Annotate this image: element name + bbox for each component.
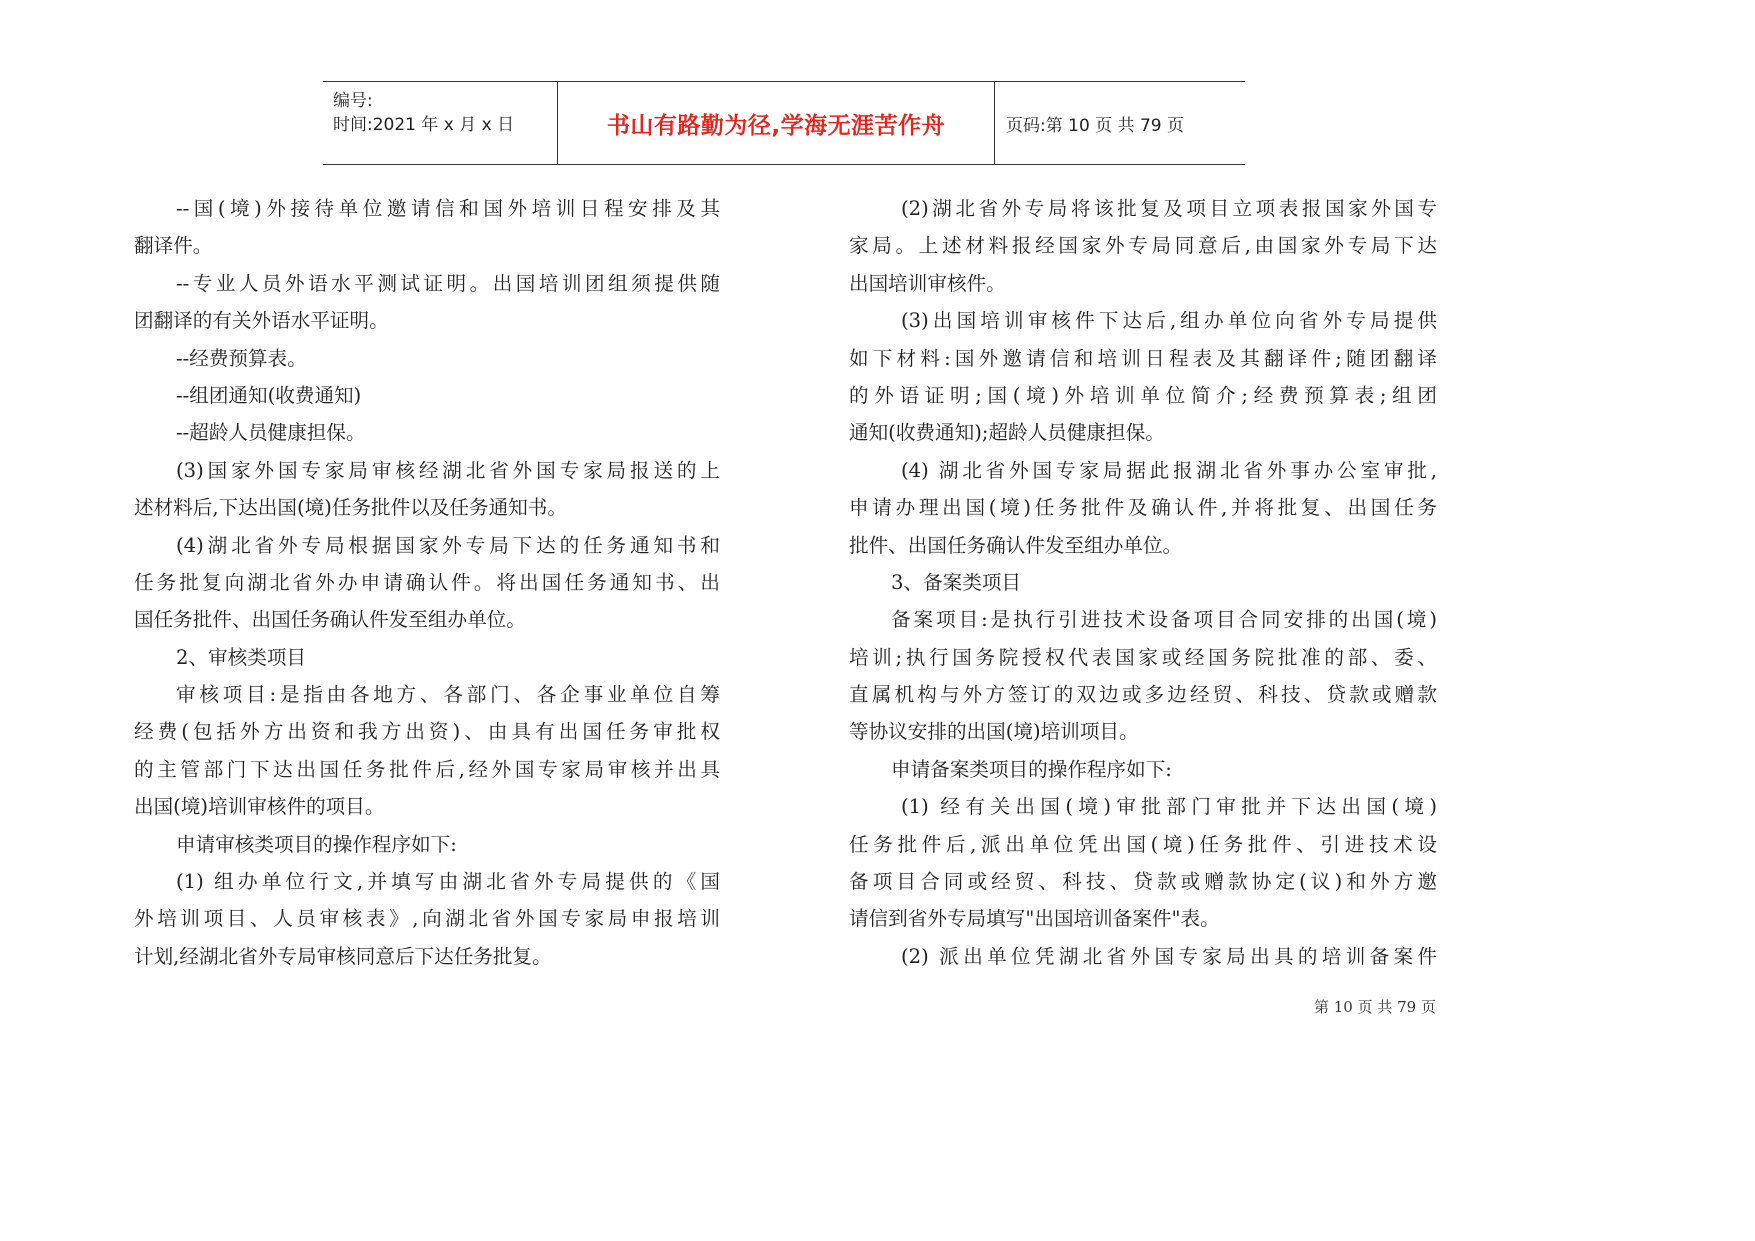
text-line: 申请办理出国(境)任务批件及确认件,并将批复、出国任务 bbox=[849, 496, 1437, 520]
header-page-code: 页码:第 10 页 共 79 页 bbox=[1006, 115, 1185, 136]
text-line: 出国培训审核件。 bbox=[849, 271, 1006, 295]
right-text-column bbox=[849, 190, 1437, 975]
text-line: (3)国家外国专家局审核经湖北省外国专家局报送的上 bbox=[176, 458, 720, 482]
text-line: 家局。上述材料报经国家外专局同意后,由国家外专局下达 bbox=[849, 234, 1437, 258]
text-line: 的主管部门下达出国任务批件后,经外国专家局审核并出具 bbox=[134, 757, 720, 781]
header-motto: 书山有路勤为径,学海无涯苦作舟 bbox=[606, 112, 946, 139]
document-header bbox=[323, 81, 1245, 165]
text-line: 翻译件。 bbox=[134, 234, 213, 258]
text-line: --超龄人员健康担保。 bbox=[176, 421, 366, 445]
text-line: 审核项目:是指由各地方、各部门、各企事业单位自筹 bbox=[176, 683, 720, 707]
text-line: (4)湖北省外专局根据国家外专局下达的任务通知书和 bbox=[176, 533, 720, 557]
header-page-cell bbox=[994, 82, 1244, 164]
text-line: 通知(收费通知);超龄人员健康担保。 bbox=[849, 421, 1165, 445]
text-line: 经费(包括外方出资和我方出资)、由具有出国任务审批权 bbox=[134, 720, 720, 744]
text-line: 批件、出国任务确认件发至组办单位。 bbox=[849, 533, 1183, 557]
document-date: 时间:2021 年 x 月 x 日 bbox=[333, 115, 515, 135]
text-line: (1) 经有关出国(境)审批部门审批并下达出国(境) bbox=[901, 795, 1437, 819]
page-footer: 第 10 页 共 79 页 bbox=[1313, 998, 1436, 1016]
text-line: 出国(境)培训审核件的项目。 bbox=[134, 795, 385, 819]
text-line: 团翻译的有关外语水平证明。 bbox=[134, 309, 389, 333]
text-line: 述材料后,下达出国(境)任务批件以及任务通知书。 bbox=[134, 496, 567, 520]
text-line: --国(境)外接待单位邀请信和国外培训日程安排及其 bbox=[176, 197, 720, 220]
text-line: 备项目合同或经贸、科技、贷款或赠款协定(议)和外方邀 bbox=[849, 870, 1437, 894]
text-line: --经费预算表。 bbox=[176, 346, 307, 370]
text-line: 培训;执行国务院授权代表国家或经国务院批准的部、委、 bbox=[849, 645, 1437, 669]
document-number-label: 编号: bbox=[333, 91, 373, 111]
text-line: 2、审核类项目 bbox=[176, 645, 307, 669]
text-line: (2)湖北省外专局将该批复及项目立项表报国家外国专 bbox=[901, 197, 1437, 220]
header-meta bbox=[333, 82, 558, 164]
text-line: 的外语证明;国(境)外培训单位简介;经费预算表;组团 bbox=[849, 383, 1437, 407]
text-line: 直属机构与外方签订的双边或多边经贸、科技、贷款或赠款 bbox=[849, 683, 1437, 707]
text-line: 外培训项目、人员审核表》,向湖北省外国专家局申报培训 bbox=[134, 907, 720, 931]
text-line: 计划,经湖北省外专局审核同意后下达任务批复。 bbox=[134, 944, 552, 968]
text-line: (3)出国培训审核件下达后,组办单位向省外专局提供 bbox=[901, 309, 1437, 333]
text-line: 等协议安排的出国(境)培训项目。 bbox=[849, 720, 1139, 744]
text-line: 请信到省外专局填写"出国培训备案件"表。 bbox=[849, 907, 1220, 931]
text-line: 3、备案类项目 bbox=[891, 570, 1022, 594]
left-text-column bbox=[134, 190, 720, 975]
text-line: 任务批复向湖北省外办申请确认件。将出国任务通知书、出 bbox=[134, 570, 720, 594]
text-line: (1) 组办单位行文,并填写由湖北省外专局提供的《国 bbox=[176, 870, 720, 894]
header-motto-cell bbox=[557, 82, 995, 164]
text-line: 申请备案类项目的操作程序如下: bbox=[891, 757, 1172, 781]
text-line: --专业人员外语水平测试证明。出国培训团组须提供随 bbox=[176, 271, 720, 295]
text-line: 如下材料:国外邀请信和培训日程表及其翻译件;随团翻译 bbox=[849, 346, 1437, 370]
text-line: 国任务批件、出国任务确认件发至组办单位。 bbox=[134, 608, 526, 632]
text-line: (2) 派出单位凭湖北省外国专家局出具的培训备案件 bbox=[901, 944, 1437, 968]
text-line: 备案项目:是执行引进技术设备项目合同安排的出国(境) bbox=[891, 608, 1437, 632]
text-line: --组团通知(收费通知) bbox=[176, 383, 362, 407]
text-line: (4) 湖北省外国专家局据此报湖北省外事办公室审批, bbox=[901, 458, 1437, 482]
text-line: 申请审核类项目的操作程序如下: bbox=[176, 832, 457, 856]
text-line: 任务批件后,派出单位凭出国(境)任务批件、引进技术设 bbox=[849, 832, 1437, 856]
